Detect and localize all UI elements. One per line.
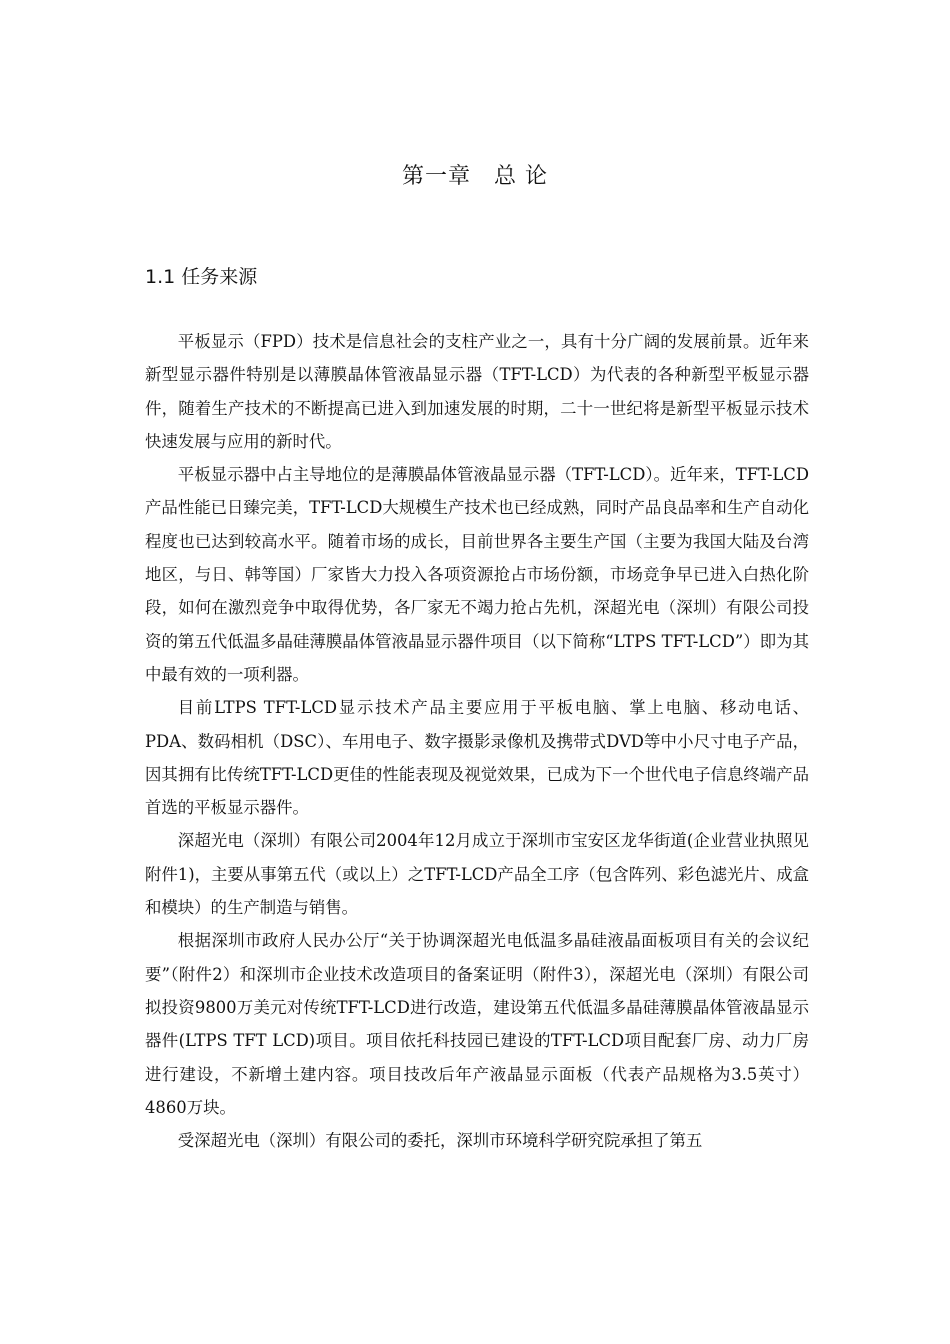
paragraph: 深超光电（深圳）有限公司2004年12月成立于深圳市宝安区龙华街道(企业营业执照见附件1)，主要从事第五代（或以上）之TFT-LCD产品全工序（包含阵列、彩色滤光片、成盒和模块）的生产制造与销售。 [145,831,809,918]
paragraph: 平板显示器中占主导地位的是薄膜晶体管液晶显示器（TFT-LCD）。近年来，TFT-LCD产品性能已日臻完美，TFT-LCD大规模生产技术也已经成熟，同时产品良品率和生产自动化程度也已达到较高水平。随着市场的成长，目前世界各主要生产国（主要为我国大陆及台湾地区，与日、韩等国）厂家皆大力投入各项资源抢占市场份额，市场竞争早已进入白热化阶段，如何在激烈竞争中取得优势，各厂家无不竭力抢占先机，深超光电（深圳）有限公司投资的第五代低温多晶硅薄膜晶体管液晶显示器件项目（以下简称“LTPS TFT-LCD”）即为其中最有效的一项利器。 [145,465,809,684]
paragraph: 平板显示（FPD）技术是信息社会的支柱产业之一，具有十分广阔的发展前景。近年来新型显示器件特别是以薄膜晶体管液晶显示器（TFT-LCD）为代表的各种新型平板显示器件，随着生产技术的不断提高已进入到加速发展的时期，二十一世纪将是新型平板显示技术快速发展与应用的新时代。 [145,332,809,451]
paragraph: 目前LTPS TFT-LCD显示技术产品主要应用于平板电脑、掌上电脑、移动电话、PDA、数码相机（DSC）、车用电子、数字摄影录像机及携带式DVD等中小尺寸电子产品，因其拥有比传统TFT-LCD更佳的性能表现及视觉效果，已成为下一个世代电子信息终端产品首选的平板显示器件。 [145,698,809,818]
chapter-title: 第一章 总 论 [402,164,548,189]
paragraph: 根据深圳市政府人民办公厅“关于协调深超光电低温多晶硅液晶面板项目有关的会议纪要”（附件2）和深圳市企业技术改造项目的备案证明（附件3），深超光电（深圳）有限公司拟投资9800万美元对传统TFT-LCD进行改造，建设第五代低温多晶硅薄膜晶体管液晶显示器件(LTPS TFT LCD)项目。项目依托科技园已建设的TFT-LCD项目配套厂房、动力厂房进行建设，不新增土建内容。项目技改后年产液晶显示面板（代表产品规格为3.5英寸）4860万块。 [145,931,809,1117]
body-text [145,325,809,1157]
paragraph: 受深超光电（深圳）有限公司的委托，深圳市环境科学研究院承担了第五 [177,1131,703,1151]
section-heading: 1.1 任务来源 [145,266,258,288]
